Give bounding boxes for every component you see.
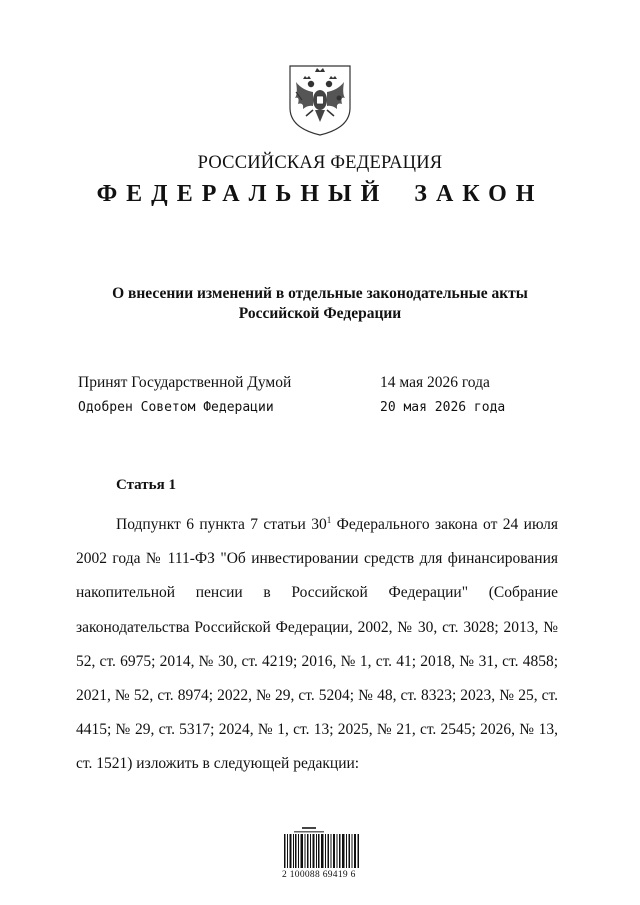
article-body — [76, 508, 558, 782]
document-type-word-law: ЗАКОН — [414, 181, 544, 207]
adoption-duma-label: Принят Государственной Думой — [78, 374, 292, 391]
law-title — [80, 284, 560, 324]
article-superscript: 1 — [326, 515, 332, 525]
barcode-number: 2 100088 69419 6 — [282, 870, 356, 880]
barcode-stamp-icon — [290, 826, 330, 834]
approval-council-row — [78, 400, 558, 422]
country-heading: РОССИЙСКАЯ ФЕДЕРАЦИЯ — [197, 153, 443, 173]
coat-of-arms-icon — [286, 62, 354, 138]
approval-council-date: 20 мая 2026 года — [380, 400, 506, 415]
document-type-word-federal: ФЕДЕРАЛЬНЫЙ — [96, 181, 389, 207]
article-body-part-1: Подпункт 6 пункта 7 статьи 30 — [116, 516, 327, 533]
barcode-bars-icon — [282, 834, 362, 870]
adoption-duma-date: 14 мая 2026 года — [380, 374, 490, 391]
law-title-line-1: О внесении изменений в отдельные законодательные акты — [112, 285, 528, 302]
article-body-part-2: Федерального закона от 24 июля 2002 года № 111-ФЗ "Об инвестировании средств для финансирования накопительной пенсии в Российской Федерации" (Собрание законодательства Российской Федерации, 2002, № 30, ст. 3028; 2013, № 52, ст. 6975; 2014, № 30, ст. 4219; 2016, № 1, ст. 41; 2018, № 31, ст. 4858; 2021, № 52, ст. 8974; 2022, № 29, ст. 5204; № 48, ст. 8323; 2023, № 25, ст. 4415; № 29, ст. 5317; 2024, № 1, ст. 13; 2025, № 21, ст. 2545; 2026, № 13, ст. 1521) изложить в следующей редакции: — [76, 516, 558, 773]
adoption-duma-row — [78, 374, 558, 396]
document-type-heading — [0, 181, 640, 208]
barcode — [282, 826, 362, 882]
law-title-line-2: Российской Федерации — [238, 305, 402, 322]
approval-council-label: Одобрен Советом Федерации — [78, 400, 274, 415]
article-heading: Статья 1 — [116, 477, 176, 493]
